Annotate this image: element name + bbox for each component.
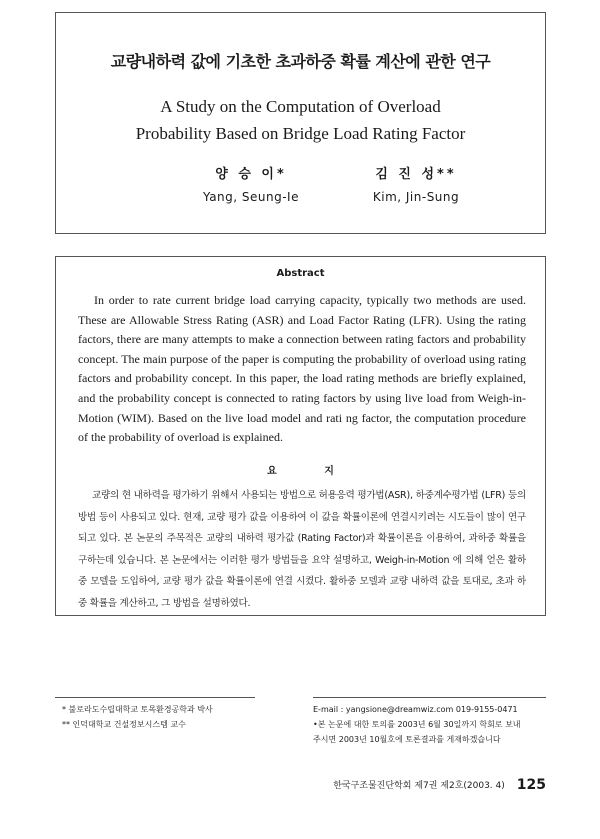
summary-kr-heading: 요 지: [267, 466, 356, 477]
abstract-heading: Abstract: [276, 268, 325, 279]
footnotes-affiliations: [62, 702, 292, 732]
abstract-body: In order to rate current bridge load carrying capacity, typically two methods are used. These are Allowable Stress Rating (ASR) and Load Factor Rating (LFR). Using the rating factors, there are many attempts to make a connection between rating factors and probability concept. The main purpose of the paper is computing the probability of overload using rating factors and probability concept. In this paper, the load rating methods are briefly explained, and the probability concept is connected to rating factors by using live load from Weigh-in-Motion (WIM). Based on the live load model and rati ng factor, the computation procedure of the probability of overload is explained.: [78, 293, 526, 445]
footnotes-contact: [313, 702, 553, 747]
page-number: 125: [516, 777, 546, 793]
author-1: [181, 163, 321, 204]
author-1-name-en: Yang, Seung-Ie: [203, 190, 299, 204]
footnote-discussion-1: •본 논문에 대한 토의를 2003년 6월 30일까지 학회로 보내: [313, 720, 521, 729]
page-footer: [300, 777, 546, 793]
footnote-email: E-mail : yangsione@dreamwiz.com 019-9155-0471: [313, 705, 518, 714]
title-english: [56, 93, 545, 147]
author-2: [346, 163, 486, 204]
footnote-affiliation-2: ** 인덕대학교 건설정보시스템 교수: [62, 720, 186, 729]
summary-kr-body: 교량의 현 내하력을 평가하기 위해서 사용되는 방법으로 허용응력 평가법(ASR), 하중계수평가법 (LFR) 등의 방법 등이 사용되고 있다. 현재, 교량 평가 값을 이용하여 이 값을 확률이론에 연결시키려는 시도들이 많이 연구되고 있다. 본 논문의 주목적은 교량의 내하력 평가값 (Rating Factor)과 확률이론을 이용하여, 과하중 확률을 구하는데 있습니다. 본 논문에서는 이러한 평가 방법들을 요약 설명하고, Weigh-in-Motion 에 의해 얻은 활하중 모델을 도입하여, 교량 평가 값을 확률이론에 연결 시켰다. 활하중 모델과 교량 내하력 값을 토대로, 초과 하중 확률을 계산하고, 그 방법을 설명하였다.: [78, 490, 526, 609]
abstract-box: [55, 256, 546, 616]
footnote-affiliation-1: * 불로라도수립대학교 토목환경공학과 박사: [62, 705, 213, 714]
title-english-line-2: Probability Based on Bridge Load Rating Factor: [135, 124, 466, 143]
author-2-name-en: Kim, Jin-Sung: [372, 190, 460, 204]
footnote-discussion-2: 주시면 2003년 10월호에 토론결과를 게재하겠습니다: [313, 735, 501, 744]
footnote-divider-left: [55, 697, 255, 698]
title-korean: 교량내하력 값에 기초한 초과하중 확률 계산에 관한 연구: [110, 52, 491, 71]
author-2-name-kr: 김 진 성**: [375, 167, 457, 182]
journal-citation: 한국구조물진단학회 제7권 제2호(2003. 4): [333, 781, 505, 791]
author-1-name-kr: 양 승 이*: [215, 167, 287, 182]
title-box: [55, 12, 546, 234]
title-english-line-1: A Study on the Computation of Overload: [160, 97, 441, 116]
footnote-divider-right: [313, 697, 546, 698]
